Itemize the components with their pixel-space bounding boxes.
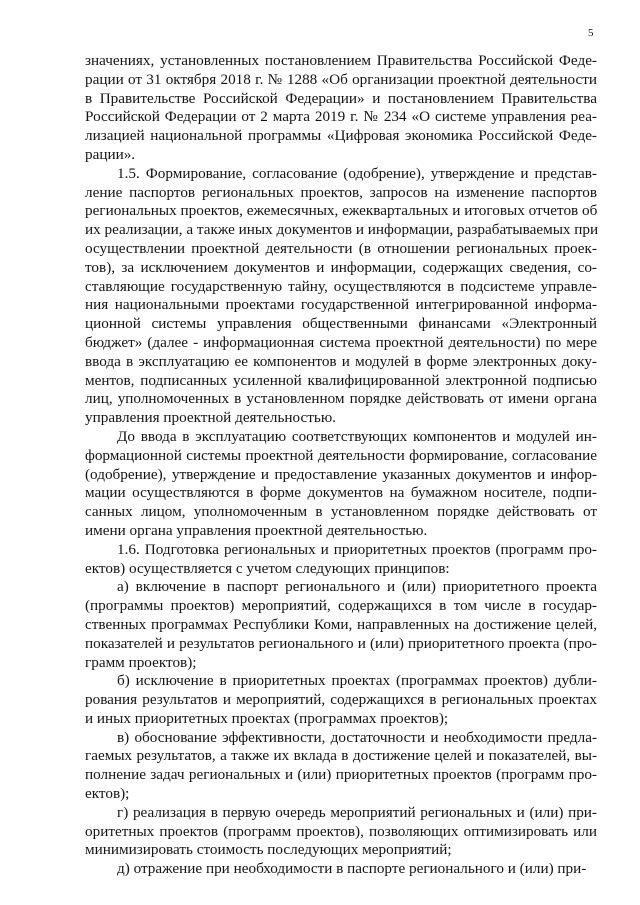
text-line: б) исключение в приоритетных проектах (программах проектов) дубли- [117, 672, 597, 690]
text-line: ственных программах Республики Коми, направленных на достижение целей, [85, 615, 597, 633]
text-line: тов), за исключением документов и информации, содержащих сведения, со- [85, 258, 597, 276]
text-line: бюджет» (далее - информационная система проектной деятельности) по мере [85, 333, 597, 351]
text-line: в Правительстве Российской Федерации» и постановлением Правительства [85, 89, 597, 107]
page-number: 5 [588, 27, 594, 39]
text-line: рации от 31 октября 2018 г. № 1288 «Об организации проектной деятельности [85, 70, 597, 88]
text-line: 1.6. Подготовка региональных и приоритетных проектов (программ про- [117, 540, 597, 558]
text-line: значениях, установленных постановлением Правительства Российской Феде- [85, 52, 597, 69]
text-line: ния национальными проектами государственной интегрированной информа- [85, 296, 597, 314]
text-line: ментов, подписанных усиленной квалифицированной электронной подписью [85, 371, 597, 389]
text-line: ввода в эксплуатацию ее компонентов и модулей в форме электронных доку- [85, 352, 597, 370]
paragraph [85, 578, 597, 672]
text-line: ставляющие государственную тайну, осуществляются в подсистеме управле- [85, 277, 597, 295]
paragraph [85, 541, 597, 579]
text-line: региональных проектов, ежемесячных, ежеквартальных и итоговых отчетов об [85, 202, 598, 220]
text-line: грамм проектов); [85, 653, 197, 671]
text-line: минимизировать стоимость последующих мероприятий; [85, 841, 452, 859]
text-line: ектов); [85, 785, 130, 803]
paragraph [85, 729, 597, 804]
text-line: их реализации, а также иных документов и информации, разрабатываемых при [85, 221, 599, 239]
paragraph [85, 52, 597, 165]
paragraph [85, 860, 597, 879]
text-line: а) включение в паспорт регионального и (или) приоритетного проекта [117, 578, 597, 596]
document-body [85, 52, 597, 879]
text-line: управления проектной деятельностью. [85, 409, 336, 427]
text-line: 1.5. Формирование, согласование (одобрение), утверждение и представ- [117, 164, 597, 182]
text-line: ектов) осуществляется с учетом следующих принципов: [85, 559, 450, 577]
text-line: (одобрение), утверждение и предоставление указанных документов и инфор- [85, 465, 597, 483]
text-line: рации». [85, 145, 136, 163]
paragraph [85, 672, 597, 728]
text-line: показателей и результатов регионального и (или) приоритетного проекта (про- [85, 634, 597, 652]
text-line: формационной системы проектной деятельности формирование, согласование [85, 446, 597, 464]
text-line: Российской Федерации от 2 марта 2019 г. № 234 «О системе управления реа- [85, 108, 597, 126]
text-line: полнение задач региональных и (или) приоритетных проектов (программ про- [85, 766, 597, 784]
text-line: гаемых результатов, а также их вклада в достижение целей и показателей, вы- [85, 747, 597, 765]
text-line: осуществлении проектной деятельности (в отношении региональных проек- [85, 239, 597, 257]
paragraph [85, 804, 597, 860]
text-line: До ввода в эксплуатацию соответствующих компонентов и модулей ин- [117, 427, 597, 445]
text-line: санных лицом, уполномоченным в установленном порядке действовать от [85, 503, 597, 521]
text-line: (программы проектов) мероприятий, содержащихся в том числе в государ- [85, 597, 597, 615]
text-line: и иных приоритетных проектах (программах проектов); [85, 709, 449, 727]
text-line: ление паспортов региональных проектов, запросов на изменение паспортов [85, 183, 597, 201]
text-line: мации осуществляются в форме документов на бумажном носителе, подпи- [85, 484, 597, 502]
paragraph [85, 428, 597, 541]
text-line: д) отражение при необходимости в паспорте регионального и (или) при- [117, 860, 587, 878]
paragraph [85, 165, 597, 428]
text-line: лизацией национальной программы «Цифровая экономика Российской Феде- [85, 127, 597, 145]
text-line: рования результатов и мероприятий, содержащихся в региональных проектах [85, 691, 597, 709]
text-line: ционной системы управления общественными финансами «Электронный [85, 315, 597, 333]
text-line: оритетных проектов (программ проектов), позволяющих оптимизировать или [85, 822, 597, 840]
text-line: лиц, уполномоченных в установленном порядке действовать от имени органа [85, 390, 597, 408]
text-line: имени органа управления проектной деятельностью. [85, 521, 428, 539]
text-line: г) реализация в первую очередь мероприятий региональных и (или) при- [117, 803, 597, 821]
text-line: в) обоснование эффективности, достаточности и необходимости предла- [117, 728, 597, 746]
